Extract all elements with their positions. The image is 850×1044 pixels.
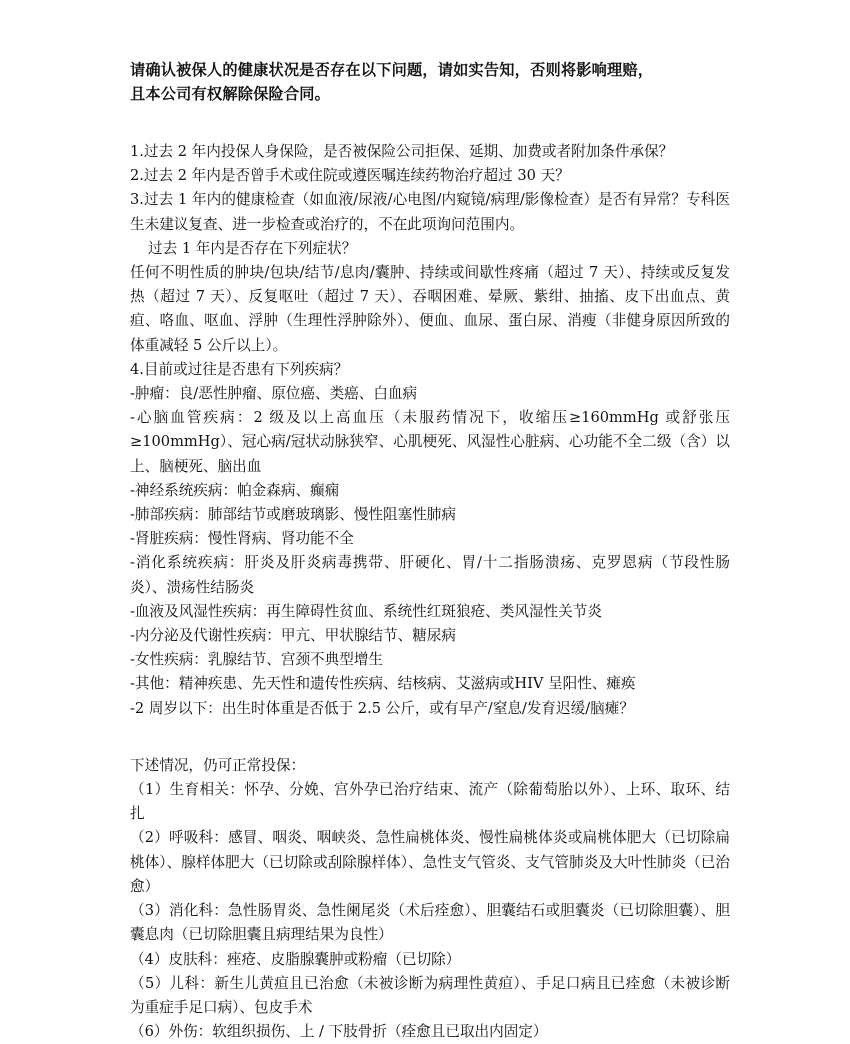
disease-cardiovascular: -心脑血管疾病：2 级及以上高血压（未服药情况下，收缩压≥160mmHg 或舒张压≥100mmHg）、冠心病/冠状动脉狭窄、心肌梗死、风湿性心脏病、心功能不全二级（含）以上、脑梗死、脑出血 xyxy=(130,409,730,475)
question-3-symptoms-list: 任何不明性质的肿块/包块/结节/息肉/囊肿、持续或间歇性疼痛（超过 7 天）、持续或反复发热（超过 7 天）、反复呕吐（超过 7 天）、吞咽困难、晕厥、紫绀、抽搐、皮下出血点、黄疸、咯血、呕血、浮肿（生理性浮肿除外）、便血、血尿、蛋白尿、消瘦（非健身原因所致的体重减轻 5 公斤以上）。 xyxy=(130,264,730,354)
question-3: 3.过去 1 年内的健康检查（如血液/尿液/心电图/内窥镜/病理/影像检查）是否有异常？专科医生未建议复查、进一步检查或治疗的，不在此项询问范围内。 xyxy=(130,191,730,233)
disease-under-two: -2 周岁以下：出生时体重是否低于 2.5 公斤，或有早产/窒息/发育迟缓/脑瘫？ xyxy=(130,699,634,717)
question-1: 1.过去 2 年内投保人身保险，是否被保险公司拒保、延期、加费或者附加条件承保？ xyxy=(130,143,674,160)
disease-endocrine: -内分泌及代谢性疾病：甲亢、甲状腺结节、糖尿病 xyxy=(130,627,456,645)
disease-tumor: -肿瘤：良/恶性肿瘤、原位癌、类癌、白血病 xyxy=(130,385,418,403)
exception-item-1: （1）生育相关：怀孕、分娩、宫外孕已治疗结束、流产（除葡萄胎以外）、上环、取环、结扎 xyxy=(130,781,730,823)
disease-pulmonary: -肺部疾病：肺部结节或磨玻璃影、慢性阻塞性肺病 xyxy=(130,506,456,524)
heading-line-2: 且本公司有权解除保险合同。 xyxy=(130,85,331,103)
questions-section xyxy=(130,140,730,721)
exception-item-3: （3）消化科：急性肠胃炎、急性阑尾炎（术后痊愈）、胆囊结石或胆囊炎（已切除胆囊）、胆囊息肉（已切除胆囊且病理结果为良性） xyxy=(130,902,730,944)
exception-item-5: （5）儿科：新生儿黄疸且已治愈（未被诊断为病理性黄疸）、手足口病且已痊愈（未被诊断为重症手足口病）、包皮手术 xyxy=(130,974,730,1016)
declaration-heading xyxy=(130,58,730,106)
exception-item-6: （6）外伤：软组织损伤、上 / 下肢骨折（痊愈且已取出内固定） xyxy=(130,1023,548,1041)
disease-neurological: -神经系统疾病：帕金森病、癫痫 xyxy=(130,481,340,499)
health-declaration-document xyxy=(130,58,730,1044)
exception-item-4: （4）皮肤科：痤疮、皮脂腺囊肿或粉瘤（已切除） xyxy=(130,950,461,968)
question-4: 4.目前或过往是否患有下列疾病？ xyxy=(130,360,349,378)
disease-female: -女性疾病：乳腺结节、宫颈不典型增生 xyxy=(130,651,384,669)
exceptions-intro: 下述情况，仍可正常投保： xyxy=(130,756,306,774)
question-2: 2.过去 2 年内是否曾手术或住院或遵医嘱连续药物治疗超过 30 天？ xyxy=(130,167,570,185)
exception-item-2: （2）呼吸科：感冒、咽炎、咽峡炎、急性扁桃体炎、慢性扁桃体炎或扁桃体肥大（已切除扁桃体）、腺样体肥大（已切除或刮除腺样体）、急性支气管炎、支气管肺炎及大叶性肺炎（已治愈） xyxy=(130,829,730,895)
exceptions-section xyxy=(130,754,730,1044)
disease-blood-rheumatic: -血液及风湿性疾病：再生障碍性贫血、系统性红斑狼疮、类风湿性关节炎 xyxy=(130,602,602,620)
disease-digestive: -消化系统疾病：肝炎及肝炎病毒携带、肝硬化、胃/十二指肠溃疡、克罗恩病（节段性肠炎）、溃疡性结肠炎 xyxy=(130,554,730,596)
question-3-symptoms-prompt: 过去 1 年内是否存在下列症状？ xyxy=(148,239,357,257)
disease-renal: -肾脏疾病：慢性肾病、肾功能不全 xyxy=(130,530,354,548)
disease-other: -其他：精神疾患、先天性和遗传性疾病、结核病、艾滋病或HIV 呈阳性、瘫痪 xyxy=(130,675,636,693)
heading-line-1: 请确认被保人的健康状况是否存在以下问题，请如实告知，否则将影响理赔， xyxy=(130,61,654,79)
